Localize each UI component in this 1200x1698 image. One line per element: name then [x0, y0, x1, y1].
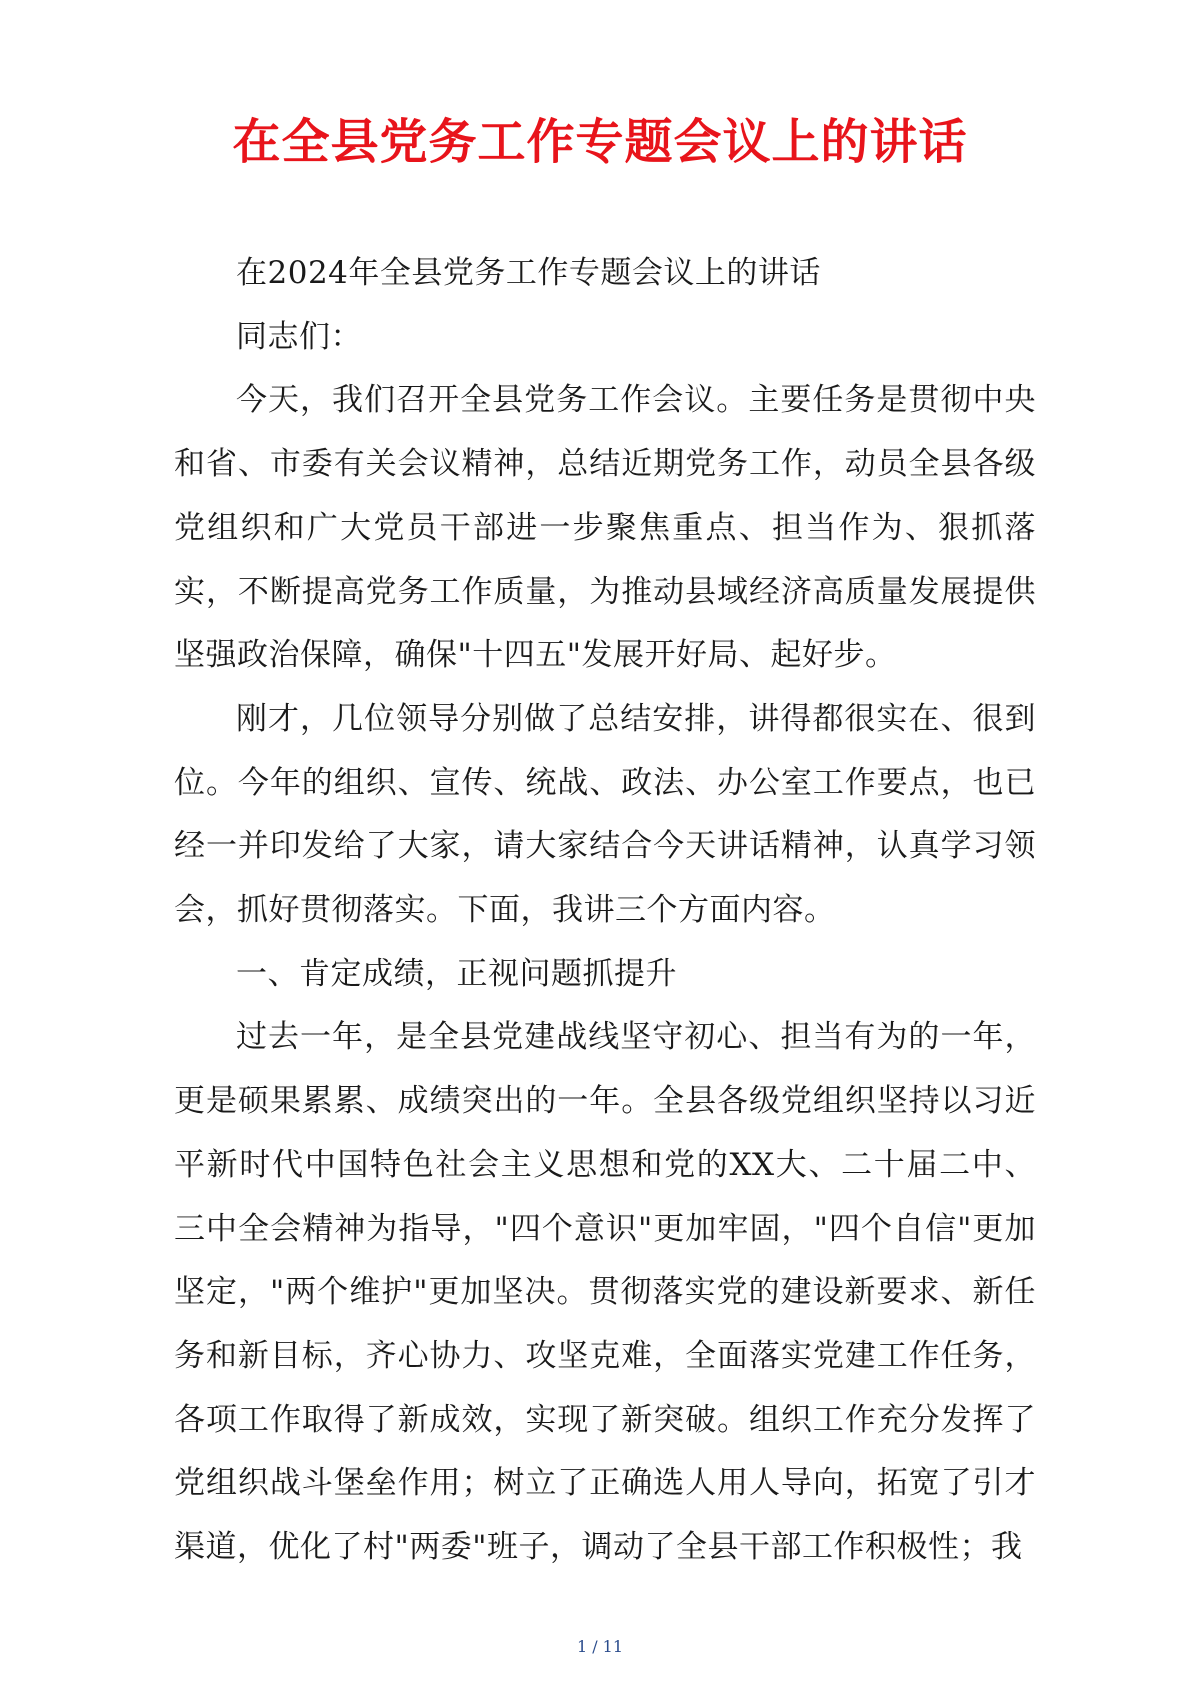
salutation-paragraph: 同志们：	[236, 318, 362, 355]
section-heading: 一、肯定成绩，正视问题抓提升	[236, 955, 677, 992]
speech-heading-paragraph: 在2024年全县党务工作专题会议上的讲话	[236, 255, 821, 291]
body-paragraph: 过去一年，是全县党建战线坚守初心、担当有为的一年，更是硕果累累、成绩突出的一年。全县各级党组织坚持以习近平新时代中国特色社会主义思想和党的XX大、二十届二中、三中全会精神为指导，"四个意识"更加牢固，"四个自信"更加坚定，"两个维护"更加坚决。贯彻落实党的建设新要求、新任务和新目标，齐心协力、攻坚克难，全面落实党建工作任务，各项工作取得了新成效，实现了新突破。组织工作充分发挥了党组织战斗堡垒作用；树立了正确选人用人导向，拓宽了引才渠道，优化了村"两委"班子，调动了全县干部工作积极性；我	[174, 1019, 1036, 1566]
body-paragraph: 今天，我们召开全县党务工作会议。主要任务是贯彻中央和省、市委有关会议精神，总结近期党务工作，动员全县各级党组织和广大党员干部进一步聚焦重点、担当作为、狠抓落实，不断提高党务工作质量，为推动县域经济高质量发展提供坚强政治保障，确保"十四五"发展开好局、起好步。	[174, 382, 1036, 674]
page-number: 1 / 11	[576, 1637, 624, 1656]
document-body	[174, 242, 1036, 1580]
body-paragraph: 刚才，几位领导分别做了总结安排，讲得都很实在、很到位。今年的组织、宣传、统战、政法、办公室工作要点，也已经一并印发给了大家，请大家结合今天讲话精神，认真学习领会，抓好贯彻落实。下面，我讲三个方面内容。	[174, 700, 1036, 929]
document-title: 在全县党务工作专题会议上的讲话	[232, 114, 968, 170]
